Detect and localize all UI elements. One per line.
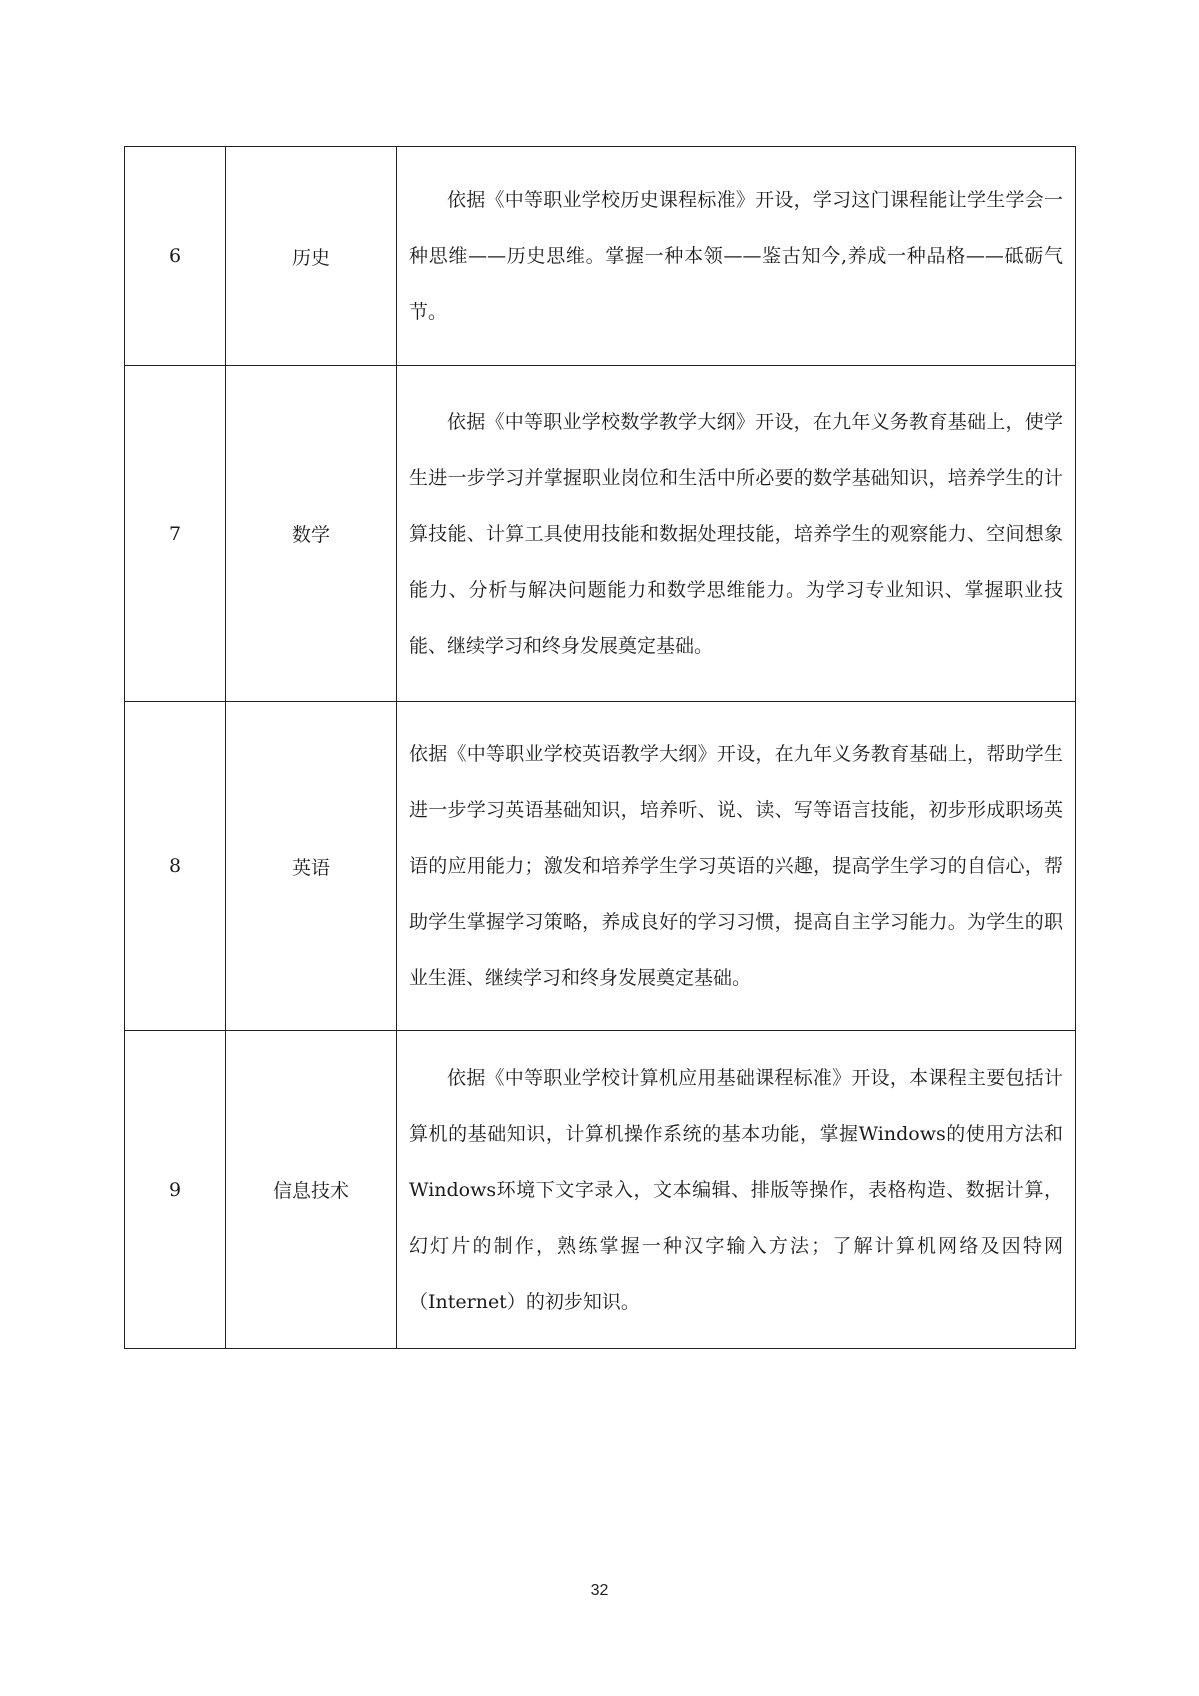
subject-description [397,702,1076,1031]
description-text: 依据《中等职业学校历史课程标准》开设，学习这门课程能让学生学会一种思维——历史思维。掌握一种本领——鉴古知今,养成一种品格——砥砺气节。 [409,189,1063,323]
table-row [125,1031,1076,1349]
page-number: 32 [590,1582,609,1599]
subject-name: 历史 [226,147,397,366]
table-row [125,702,1076,1031]
course-table [124,146,1076,1349]
subject-description [397,147,1076,366]
row-number: 8 [125,702,226,1031]
row-number: 7 [125,366,226,702]
description-text: 依据《中等职业学校计算机应用基础课程标准》开设，本课程主要包括计算机的基础知识，计算机操作系统的基本功能，掌握Windows的使用方法和Windows环境下文字录入，文本编辑、排版等操作，表格构造、数据计算，幻灯片的制作，熟练掌握一种汉字输入方法；了解计算机网络及因特网（Internet）的初步知识。 [409,1066,1063,1313]
description-text: 依据《中等职业学校数学教学大纲》开设，在九年义务教育基础上，使学生进一步学习并掌握职业岗位和生活中所必要的数学基础知识，培养学生的计算技能、计算工具使用技能和数据处理技能，培养学生的观察能力、空间想象能力、分析与解决问题能力和数学思维能力。为学习专业知识、掌握职业技能、继续学习和终身发展奠定基础。 [409,410,1063,657]
row-number: 9 [125,1031,226,1349]
subject-name: 数学 [226,366,397,702]
table-row [125,366,1076,702]
table-row [125,147,1076,366]
subject-description [397,366,1076,702]
row-number: 6 [125,147,226,366]
subject-description [397,1031,1076,1349]
description-text: 依据《中等职业学校英语教学大纲》开设，在九年义务教育基础上，帮助学生进一步学习英语基础知识，培养听、说、读、写等语言技能，初步形成职场英语的应用能力；激发和培养学生学习英语的兴趣，提高学生学习的自信心，帮助学生掌握学习策略，养成良好的学习习惯，提高自主学习能力。为学生的职业生涯、继续学习和终身发展奠定基础。 [409,743,1063,989]
subject-name: 英语 [226,702,397,1031]
subject-name: 信息技术 [226,1031,397,1349]
